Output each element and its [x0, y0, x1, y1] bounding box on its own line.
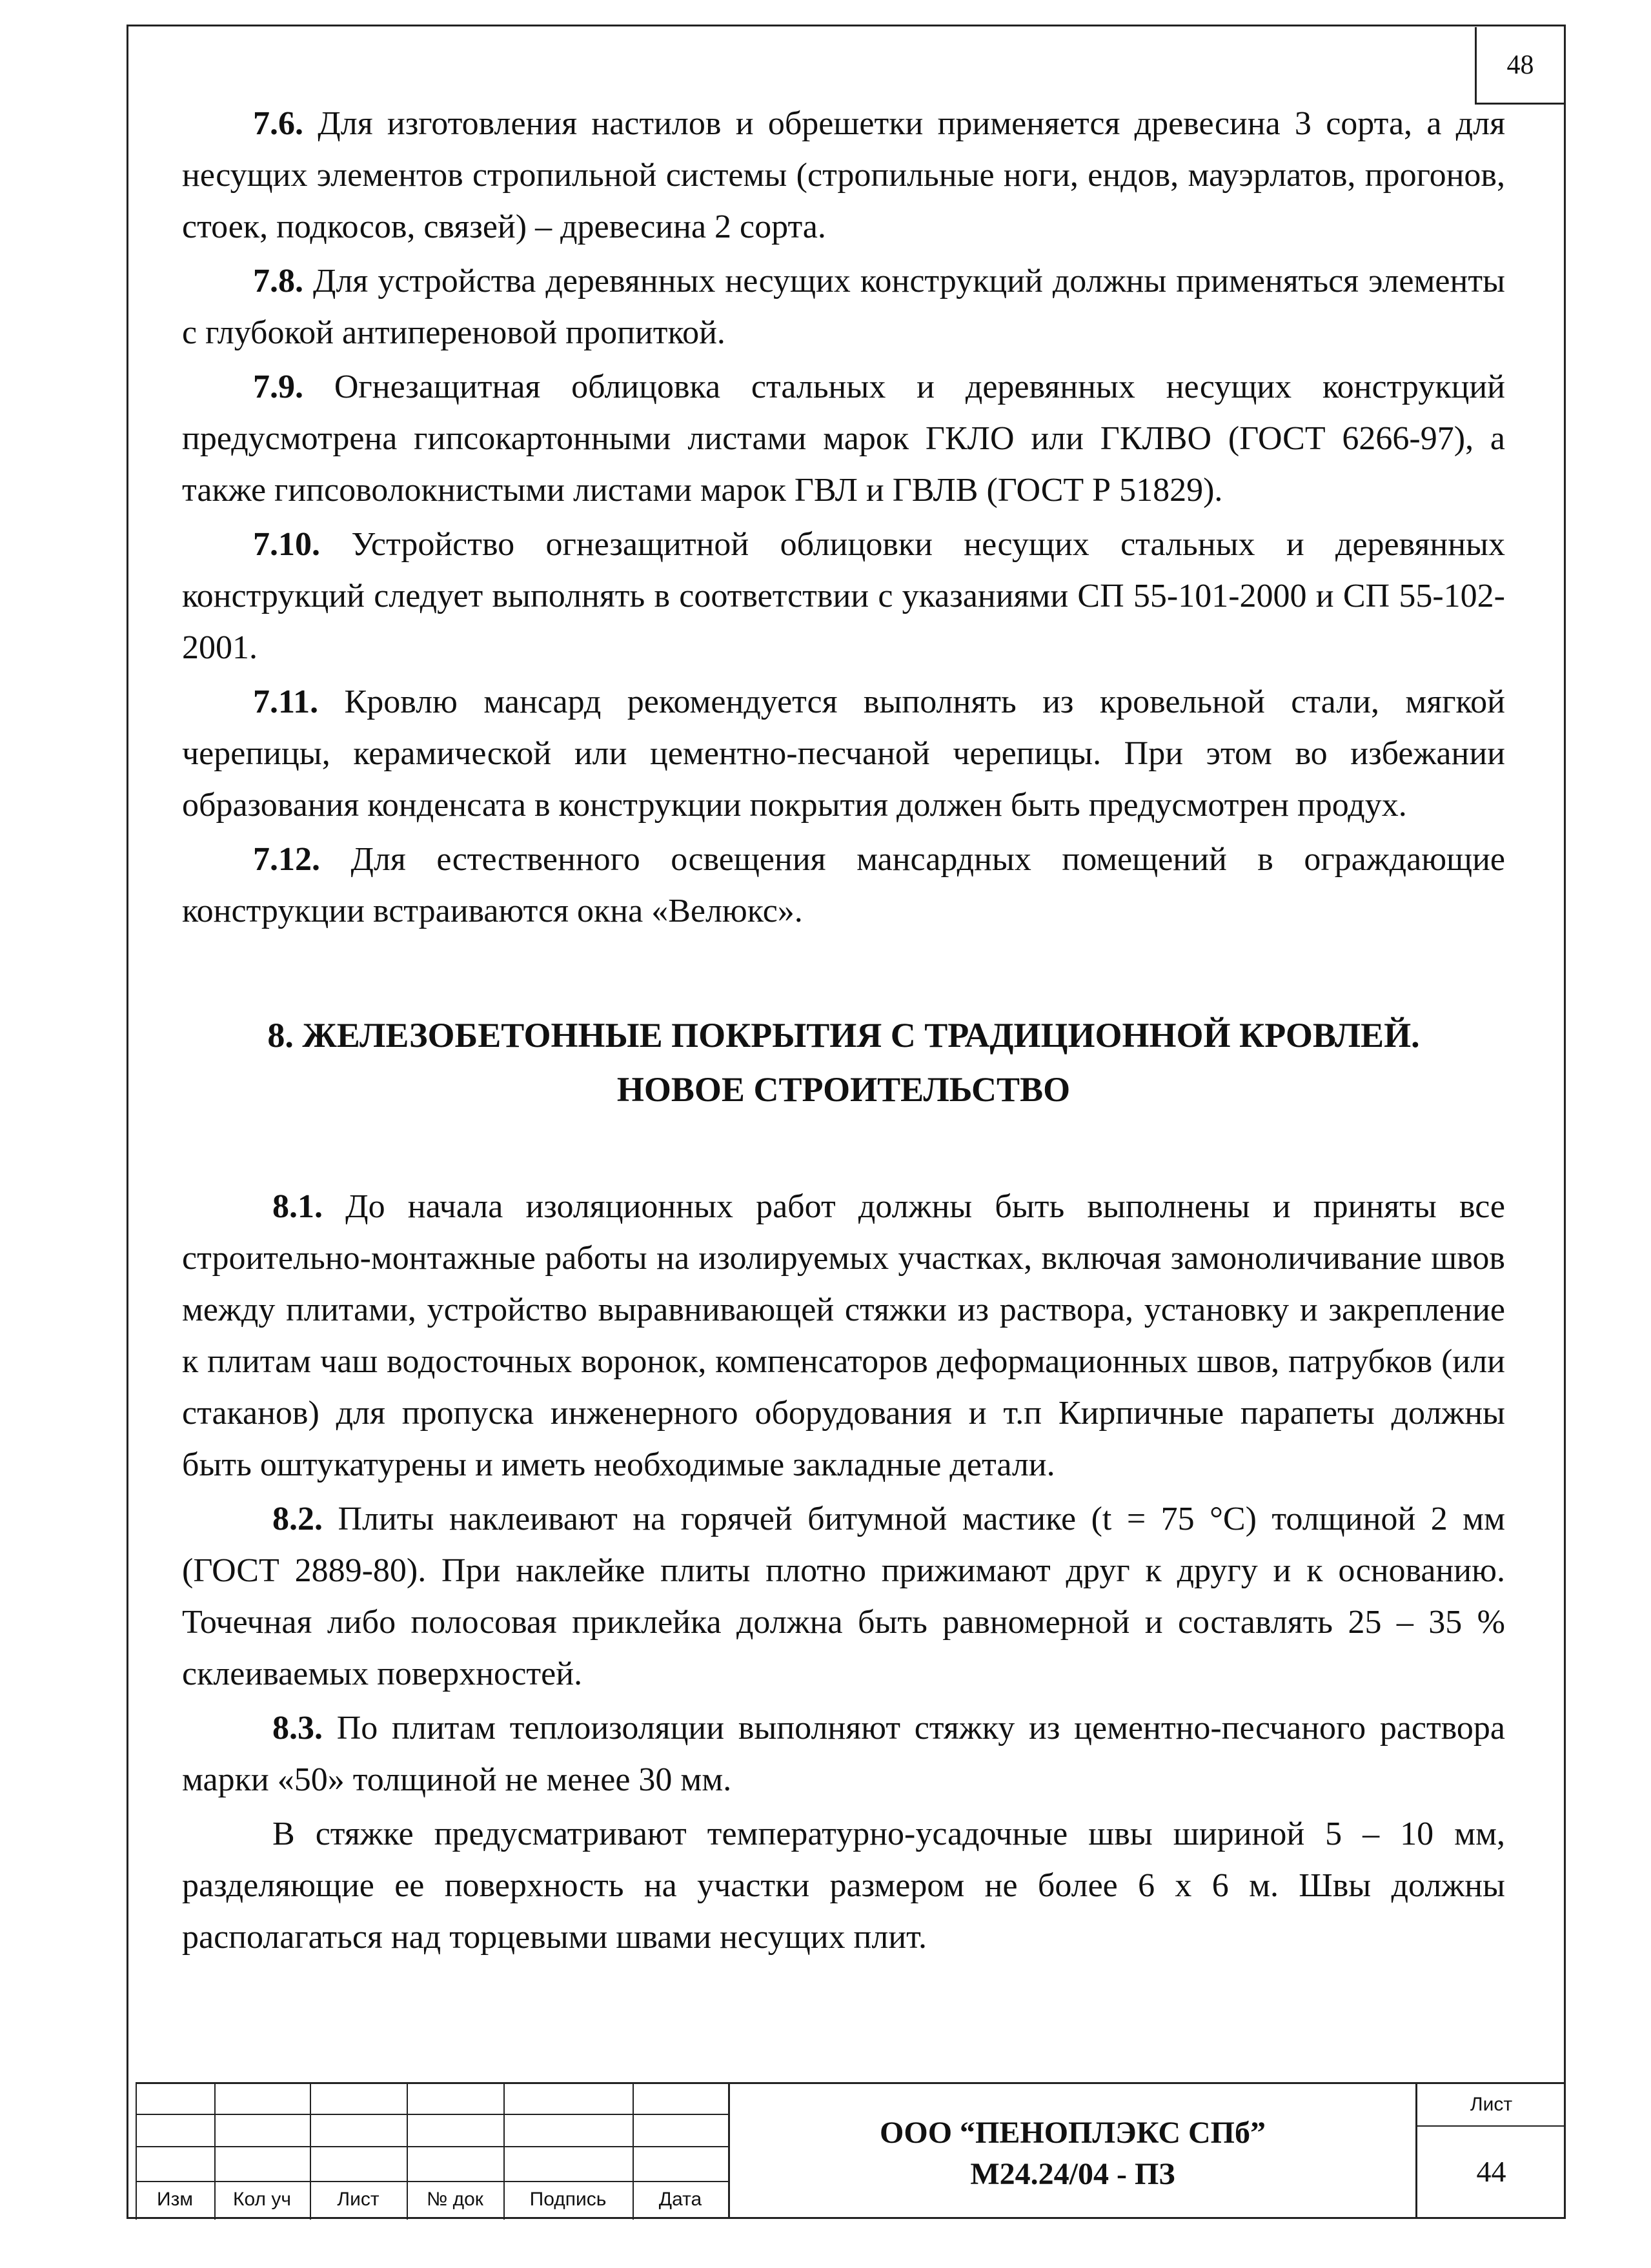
paragraph-7-11: [182, 676, 1505, 831]
section-8-body: [182, 1181, 1505, 1963]
clause-number: 7.11.: [253, 683, 319, 720]
clause-text: Устройство огнезащитной облицовки несущих стальных и деревянных конструкций следует выполнять в соответствии с указаниями СП 55-101-2000 и СП 55-102-2001.: [182, 526, 1505, 666]
clause-text: Для устройства деревянных несущих конструкций должны применяться элементы с глубокой антипереновой пропиткой.: [182, 263, 1505, 351]
grid-row-line: [136, 2181, 728, 2182]
paragraph-7-12: [182, 834, 1505, 937]
paragraph-8-3-continued: [182, 1808, 1505, 1963]
clause-number: 7.10.: [253, 526, 320, 563]
title-block-center: [728, 2082, 1415, 2218]
clause-number: 8.1.: [272, 1188, 323, 1225]
sheet-label: Лист: [1417, 2084, 1565, 2127]
grid-row-line: [136, 2146, 728, 2147]
clause-text: Для изготовления настилов и обрешетки применяется древесина 3 сорта, а для несущих элементов стропильной системы (стропильные ноги, ендов, мауэрлатов, прогонов, стоек, подкосов, связей) – древесина 2 сорта.: [182, 105, 1505, 245]
clause-text: Для естественного освещения мансардных помещений в ограждающие конструкции встраиваются окна «Велюкс».: [182, 841, 1505, 929]
clause-text: Огнезащитная облицовка стальных и деревянных несущих конструкций предусмотрена гипсокартонными листами марок ГКЛО или ГКЛВО (ГОСТ 6266-97), а также гипсоволокнистыми листами марок ГВЛ и ГВЛВ (ГОСТ Р 51829).: [182, 369, 1505, 509]
col-kol-label: Кол уч: [233, 2189, 291, 2210]
col-list-label: Лист: [337, 2189, 380, 2210]
col-sign-label: Подпись: [529, 2189, 607, 2210]
paragraph-7-8: [182, 256, 1505, 359]
clause-text: Плиты наклеивают на горячей битумной мастике (t = 75 °С) толщиной 2 мм (ГОСТ 2889-80). При наклейке плиты плотно прижимают друг к другу и к основанию. Точечная либо полосовая приклейка должна быть равномерной и составлять 25 – 35 % склеиваемых поверхностей.: [182, 1501, 1505, 1692]
clause-text: До начала изоляционных работ должны быть выполнены и приняты все строительно-монтажные работы на изолируемых участках, включая замоноличивание швов между плитами, устройство выравнивающей стяжки из раствора, установку и закрепление к плитам чаш водосточных воронок, компенсаторов деформационных швов, патрубков (или стаканов) для пропуска инженерного оборудования и т.п Кирпичные парапеты должны быть оштукатурены и иметь необходимые закладные детали.: [182, 1188, 1505, 1483]
company-name: ООО “ПЕНОПЛЭКС СПб”: [880, 2116, 1266, 2150]
document-body: [182, 98, 1505, 1966]
clause-text: В стяжке предусматривают температурно-усадочные швы шириной 5 – 10 мм, разделяющие ее поверхность на участки размером не более 6 х 6 м. Швы должны располагаться над торцевыми швами несущих плит.: [182, 1816, 1505, 1956]
clause-number: 8.2.: [272, 1501, 323, 1537]
paragraph-7-10: [182, 519, 1505, 674]
col-doc-label: № док: [427, 2189, 483, 2210]
clause-text: Кровлю мансард рекомендуется выполнять из кровельной стали, мягкой черепицы, керамической или цементно-песчаной черепицы. При этом во избежании образования конденсата в конструкции покрытия должен быть предусмотрен продух.: [182, 683, 1505, 824]
section-8-heading: [182, 1008, 1505, 1117]
sheet-number: 44: [1476, 2155, 1506, 2188]
top-page-number: 48: [1475, 27, 1564, 105]
title-block: [136, 2082, 1565, 2218]
paragraph-7-6: [182, 98, 1505, 253]
paragraph-8-1: [182, 1181, 1505, 1491]
clause-number: 7.6.: [253, 105, 303, 142]
col-izm-label: Изм: [157, 2189, 193, 2210]
grid-row-line: [136, 2114, 728, 2115]
paragraph-8-2: [182, 1493, 1505, 1700]
document-code: М24.24/04 - ПЗ: [970, 2157, 1175, 2191]
clause-number: 7.9.: [253, 369, 303, 405]
clause-number: 7.8.: [253, 263, 303, 299]
section-title-line: 8. ЖЕЛЕЗОБЕТОННЫЕ ПОКРЫТИЯ С ТРАДИЦИОННОЙ КРОВЛЕЙ.: [267, 1016, 1420, 1055]
col-date-label: Дата: [658, 2189, 702, 2210]
revision-grid: [136, 2082, 728, 2220]
clause-number: 8.3.: [272, 1710, 323, 1747]
paragraph-7-9: [182, 361, 1505, 516]
sheet-cell: [1415, 2082, 1565, 2218]
section-title-line: НОВОЕ СТРОИТЕЛЬСТВО: [616, 1070, 1071, 1109]
clause-text: По плитам теплоизоляции выполняют стяжку из цементно-песчаного раствора марки «50» толщиной не менее 30 мм.: [182, 1710, 1505, 1798]
paragraph-8-3: [182, 1703, 1505, 1806]
clause-number: 7.12.: [253, 841, 320, 878]
